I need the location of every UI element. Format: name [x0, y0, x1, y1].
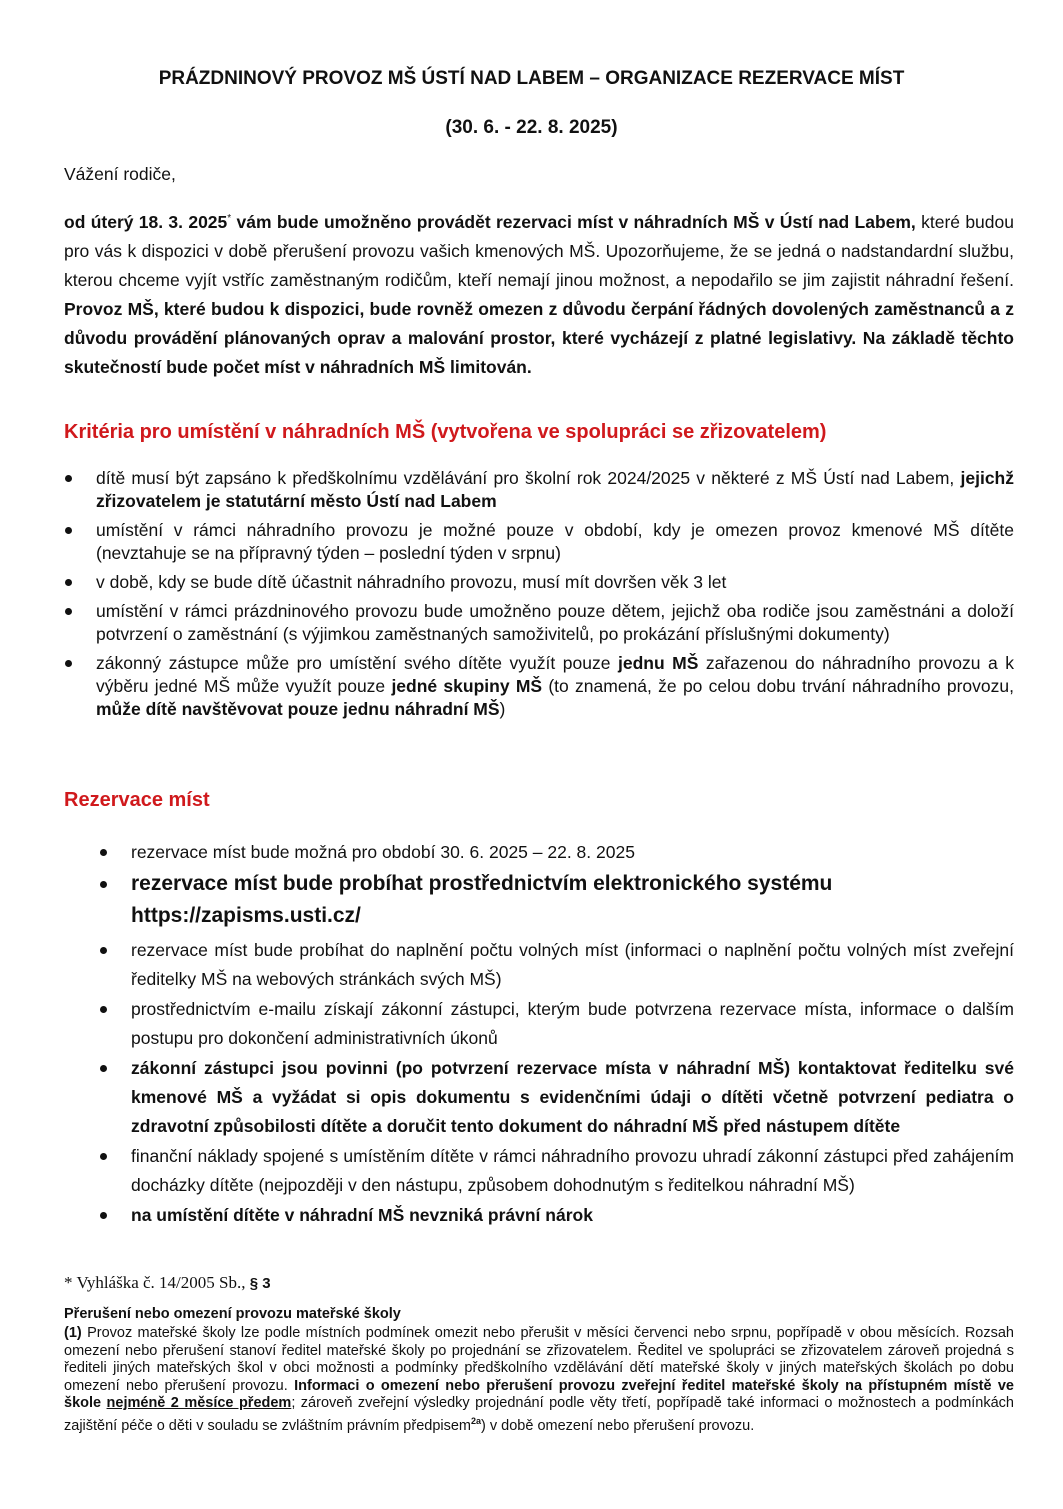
- list-item: [131, 868, 1014, 932]
- bullet-icon: [65, 475, 72, 482]
- criteria-text: ): [499, 699, 506, 719]
- criteria-text: (to znamená, že po celou dobu trvání náhradního provozu,: [542, 676, 1014, 696]
- criteria-list: [96, 467, 1014, 727]
- reservation-text: rezervace míst bude probíhat do naplnění počtu volných míst (informaci o naplnění počtu volných míst zveřejní ředitelky MŠ na webových stránkách svých MŠ): [131, 940, 1014, 989]
- reservation-bold: zákonní zástupci jsou povinni (po potvrzení rezervace místa v náhradní MŠ) kontaktovat ředitelku své kmenové MŠ a vyžádat si opis dokumentu s evidenčními údaji o dítěti včetně potvrzení pediatra o zdravotní způsobilosti dítěte a doručit tento dokument do náhradní MŠ před nástupem dítěte: [131, 1058, 1014, 1136]
- reservation-list: [131, 838, 1014, 1231]
- intro-bold-2: Provoz MŠ, které budou k dispozici, bude rovněž omezen z důvodu čerpání řádných dovolených zaměstnanců a z důvodu provádění plánovaných oprav a malování prostor, které vycházejí z platné legislativy. Na základě těchto skutečností bude počet míst v náhradních MŠ limitován.: [64, 298, 1014, 377]
- reservation-bold: na umístění dítěte v náhradní MŠ nevzniká právní nárok: [131, 1205, 593, 1225]
- criteria-text: zařazenou do náhradního provozu a k výběru jedné MŠ může využít pouze: [96, 653, 1014, 696]
- reservation-text: prostřednictvím e-mailu získají zákonní zástupci, kterým bude potvrzena rezervace místa, informace o dalším postupu pro dokončení administrativních úkonů: [131, 999, 1014, 1048]
- bullet-icon: [65, 579, 72, 586]
- law-text: ; zároveň zveřejní výsledky projednání podle věty třetí, popřípadě také informaci o možnostech a podmínkách zajištění péče o děti v souladu se zvláštním právním předpisem: [64, 1395, 1014, 1434]
- list-item: [131, 1142, 1014, 1200]
- list-item: [96, 600, 1014, 646]
- reservation-text: finanční náklady spojené s umístěním dítěte v rámci náhradního provozu uhradí zákonní zástupci před zahájením docházky dítěte (nejpozději v den nástupu, způsobem dohodnutým s ředitelkou náhradní MŠ): [131, 1146, 1014, 1195]
- document-date-range: (30. 6. - 22. 8. 2025): [445, 117, 618, 138]
- intro-date: od úterý 18. 3. 2025: [64, 211, 228, 232]
- list-item: [131, 1201, 1014, 1230]
- criteria-text: dítě musí být zapsáno k předškolnímu vzdělávání pro školní rok 2024/2025 v některé z MŠ Ústí nad Labem,: [96, 468, 961, 488]
- criteria-heading: Kritéria pro umístění v náhradních MŠ (vytvořena ve spolupráci se zřizovatelem): [64, 421, 827, 443]
- bullet-icon: [65, 608, 72, 615]
- law-heading: Přerušení nebo omezení provozu mateřské školy: [64, 1306, 401, 1322]
- list-item: [131, 838, 1014, 867]
- criteria-bold: může dítě navštěvovat pouze jednu náhradní MŠ: [96, 699, 500, 719]
- footnote-marker: *: [227, 213, 232, 224]
- law-number: (1): [64, 1325, 82, 1341]
- criteria-bold: jejichž zřizovatelem je statutární město Ústí nad Labem: [96, 468, 1014, 511]
- list-item: [96, 519, 1014, 565]
- greeting: Vážení rodiče,: [64, 164, 176, 184]
- law-text: Provoz mateřské školy lze podle místních podmínek omezit nebo přerušit v měsíci červenci nebo srpnu, popřípadě v obou měsících. Rozsah omezení nebo přerušení stanoví ředitel mateřské školy po projednání se zřizovatelem. Ředitel ve spolupráci se zřizovatelem zároveň projedná s řediteli jiných mateřských škol v obci možnosti a podmínky předškolního vzdělávání dětí mateřské školy v jiných mateřských školách po dobu omezení nebo přerušení provozu.: [64, 1325, 1014, 1394]
- list-item: [131, 936, 1014, 994]
- list-item: [131, 1054, 1014, 1141]
- reservation-text: rezervace míst bude možná pro období 30. 6. 2025 – 22. 8. 2025: [131, 842, 635, 862]
- bullet-icon: [65, 527, 72, 534]
- list-item: [96, 571, 1014, 594]
- law-paragraph: [64, 1325, 1014, 1435]
- footnote-text: * Vyhláška č. 14/2005 Sb.,: [64, 1273, 250, 1292]
- criteria-text: v době, kdy se bude dítě účastnit náhradního provozu, musí mít dovršen věk 3 let: [96, 572, 727, 592]
- law-superscript: 2a: [471, 1415, 482, 1426]
- law-text: ) v době omezení nebo přerušení provozu.: [481, 1417, 755, 1434]
- intro-bold-1: vám bude umožněno provádět rezervaci míst v náhradních MŠ v Ústí nad Labem,: [231, 211, 916, 232]
- bullet-icon: [100, 947, 107, 954]
- law-bold-underlined: nejméně 2 měsíce předem: [106, 1395, 292, 1411]
- criteria-bold: jedné skupiny MŠ: [391, 676, 543, 696]
- intro-paragraph: [64, 204, 1014, 382]
- reservation-heading: Rezervace míst: [64, 789, 210, 811]
- criteria-text: umístění v rámci náhradního provozu je možné pouze v období, kdy je omezen provoz kmenové MŠ dítěte (nevztahuje se na přípravný týden – poslední týden v srpnu): [96, 520, 1014, 563]
- bullet-icon: [100, 1065, 107, 1072]
- list-item: [96, 652, 1014, 721]
- bullet-icon: [100, 881, 107, 888]
- criteria-text: zákonný zástupce může pro umístění svého dítěte využít pouze: [96, 653, 618, 673]
- bullet-icon: [100, 1153, 107, 1160]
- bullet-icon: [100, 1212, 107, 1219]
- law-bold: Informaci o omezení nebo přerušení provozu zveřejní ředitel mateřské školy na přístupném místě ve škole: [64, 1377, 1014, 1411]
- reservation-text: rezervace míst bude probíhat prostřednictvím elektronického systému: [131, 872, 833, 895]
- criteria-bold: jednu MŠ: [617, 653, 699, 673]
- reservation-url-link[interactable]: https://zapisms.usti.cz/: [131, 904, 361, 927]
- document-title: PRÁZDNINOVÝ PROVOZ MŠ ÚSTÍ NAD LABEM – ORGANIZACE REZERVACE MÍST: [158, 68, 905, 89]
- bullet-icon: [100, 849, 107, 856]
- criteria-text: umístění v rámci prázdninového provozu bude umožněno pouze dětem, jejichž oba rodiče jsou zaměstnáni a doloží potvrzení o zaměstnání (s výjimkou zaměstnaných samoživitelů, po prokázání příslušnými dokumenty): [96, 601, 1014, 644]
- list-item: [96, 467, 1014, 513]
- list-item: [131, 995, 1014, 1053]
- bullet-icon: [65, 660, 72, 667]
- footnote: [64, 1273, 271, 1293]
- bullet-icon: [100, 1006, 107, 1013]
- intro-text: které budou pro vás k dispozici v době přerušení provozu vašich kmenových MŠ. Upozorňujeme, že se jedná o nadstandardní službu, kterou chceme vyjít vstříc zaměstnaným rodičům, kteří nemají jinou možnost, a nepodařilo se jim zajistit náhradní řešení.: [64, 211, 1014, 290]
- footnote-section: § 3: [249, 1275, 271, 1292]
